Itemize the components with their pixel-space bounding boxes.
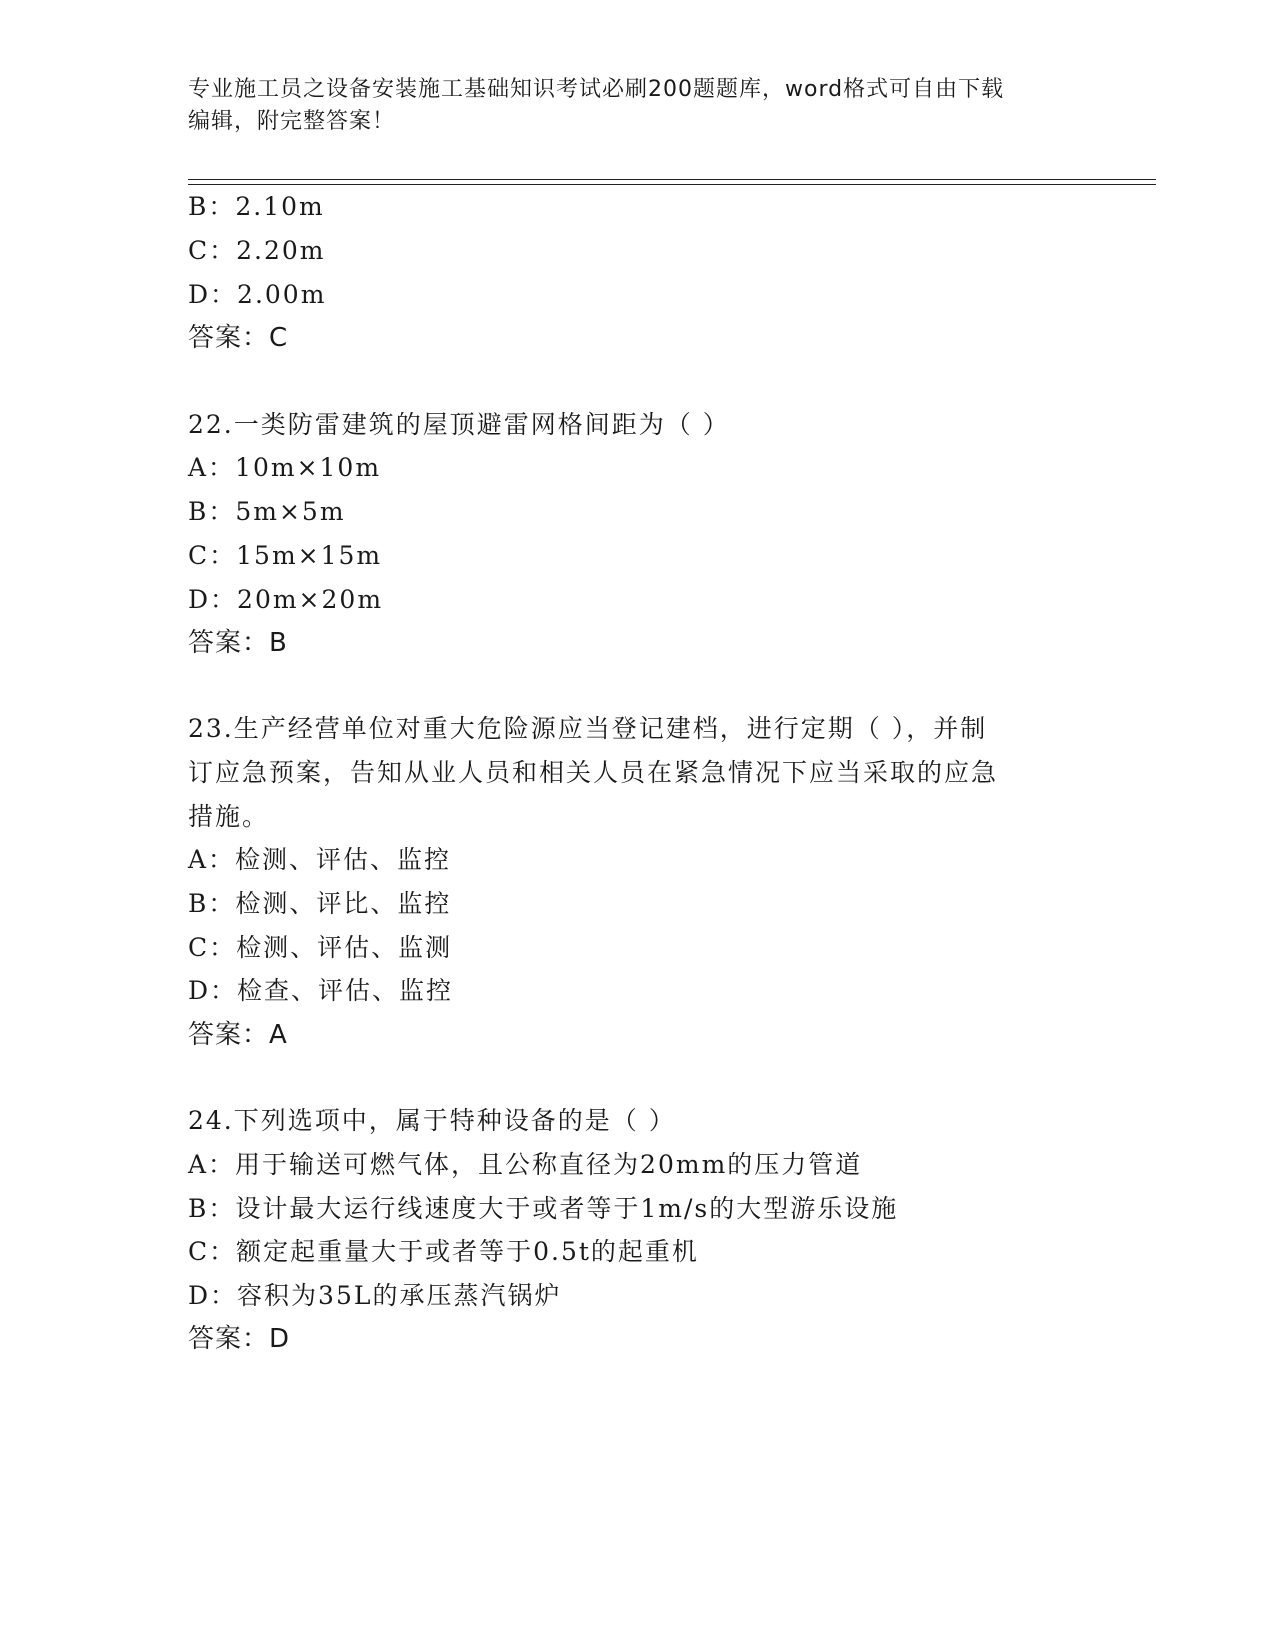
header-title-line-1: 专业施工员之设备安装施工基础知识考试必刷200题题库，word格式可自由下载 <box>188 77 1005 102</box>
q21-option-c: C：2.20m <box>188 236 326 265</box>
page-header <box>188 74 1068 138</box>
q23-question-line-2: 订应急预案，告知从业人员和相关人员在紧急情况下应当采取的应急 <box>188 758 999 787</box>
q24-option-b: B：设计最大运行线速度大于或者等于1m/s的大型游乐设施 <box>188 1194 899 1223</box>
q21-answer: 答案：C <box>188 323 289 353</box>
q22-option-d: D：20m×20m <box>188 585 384 614</box>
q24-option-a: A：用于输送可燃气体，且公称直径为20mm的压力管道 <box>188 1150 863 1179</box>
q21-option-d: D：2.00m <box>188 280 327 309</box>
q22-option-a: A：10m×10m <box>188 453 382 482</box>
q24-answer: 答案：D <box>188 1324 291 1354</box>
q22-option-b: B：5m×5m <box>188 497 346 526</box>
header-title-line-2: 编辑，附完整答案！ <box>188 109 396 134</box>
header-divider-bottom <box>188 184 1156 185</box>
q22-answer: 答案：B <box>188 628 288 658</box>
q22-option-c: C：15m×15m <box>188 541 383 570</box>
q24-question: 24.下列选项中，属于特种设备的是（ ） <box>188 1106 676 1135</box>
q23-option-d: D：检查、评估、监控 <box>188 976 454 1005</box>
q24-option-c: C：额定起重量大于或者等于0.5t的起重机 <box>188 1237 699 1266</box>
q21-option-b: B：2.10m <box>188 192 325 221</box>
q22-question: 22.一类防雷建筑的屋顶避雷网格间距为（ ） <box>188 410 730 439</box>
q24-option-d: D：容积为35L的承压蒸汽锅炉 <box>188 1281 562 1310</box>
q23-option-c: C：检测、评估、监测 <box>188 933 453 962</box>
header-divider-top <box>188 179 1156 180</box>
q23-option-b: B：检测、评比、监控 <box>188 889 452 918</box>
q23-question-line-3: 措施。 <box>188 802 270 831</box>
q23-answer: 答案：A <box>188 1020 288 1050</box>
q23-question-line-1: 23.生产经营单位对重大危险源应当登记建档，进行定期（ ），并制 <box>188 714 988 743</box>
q23-option-a: A：检测、评估、监控 <box>188 845 452 874</box>
